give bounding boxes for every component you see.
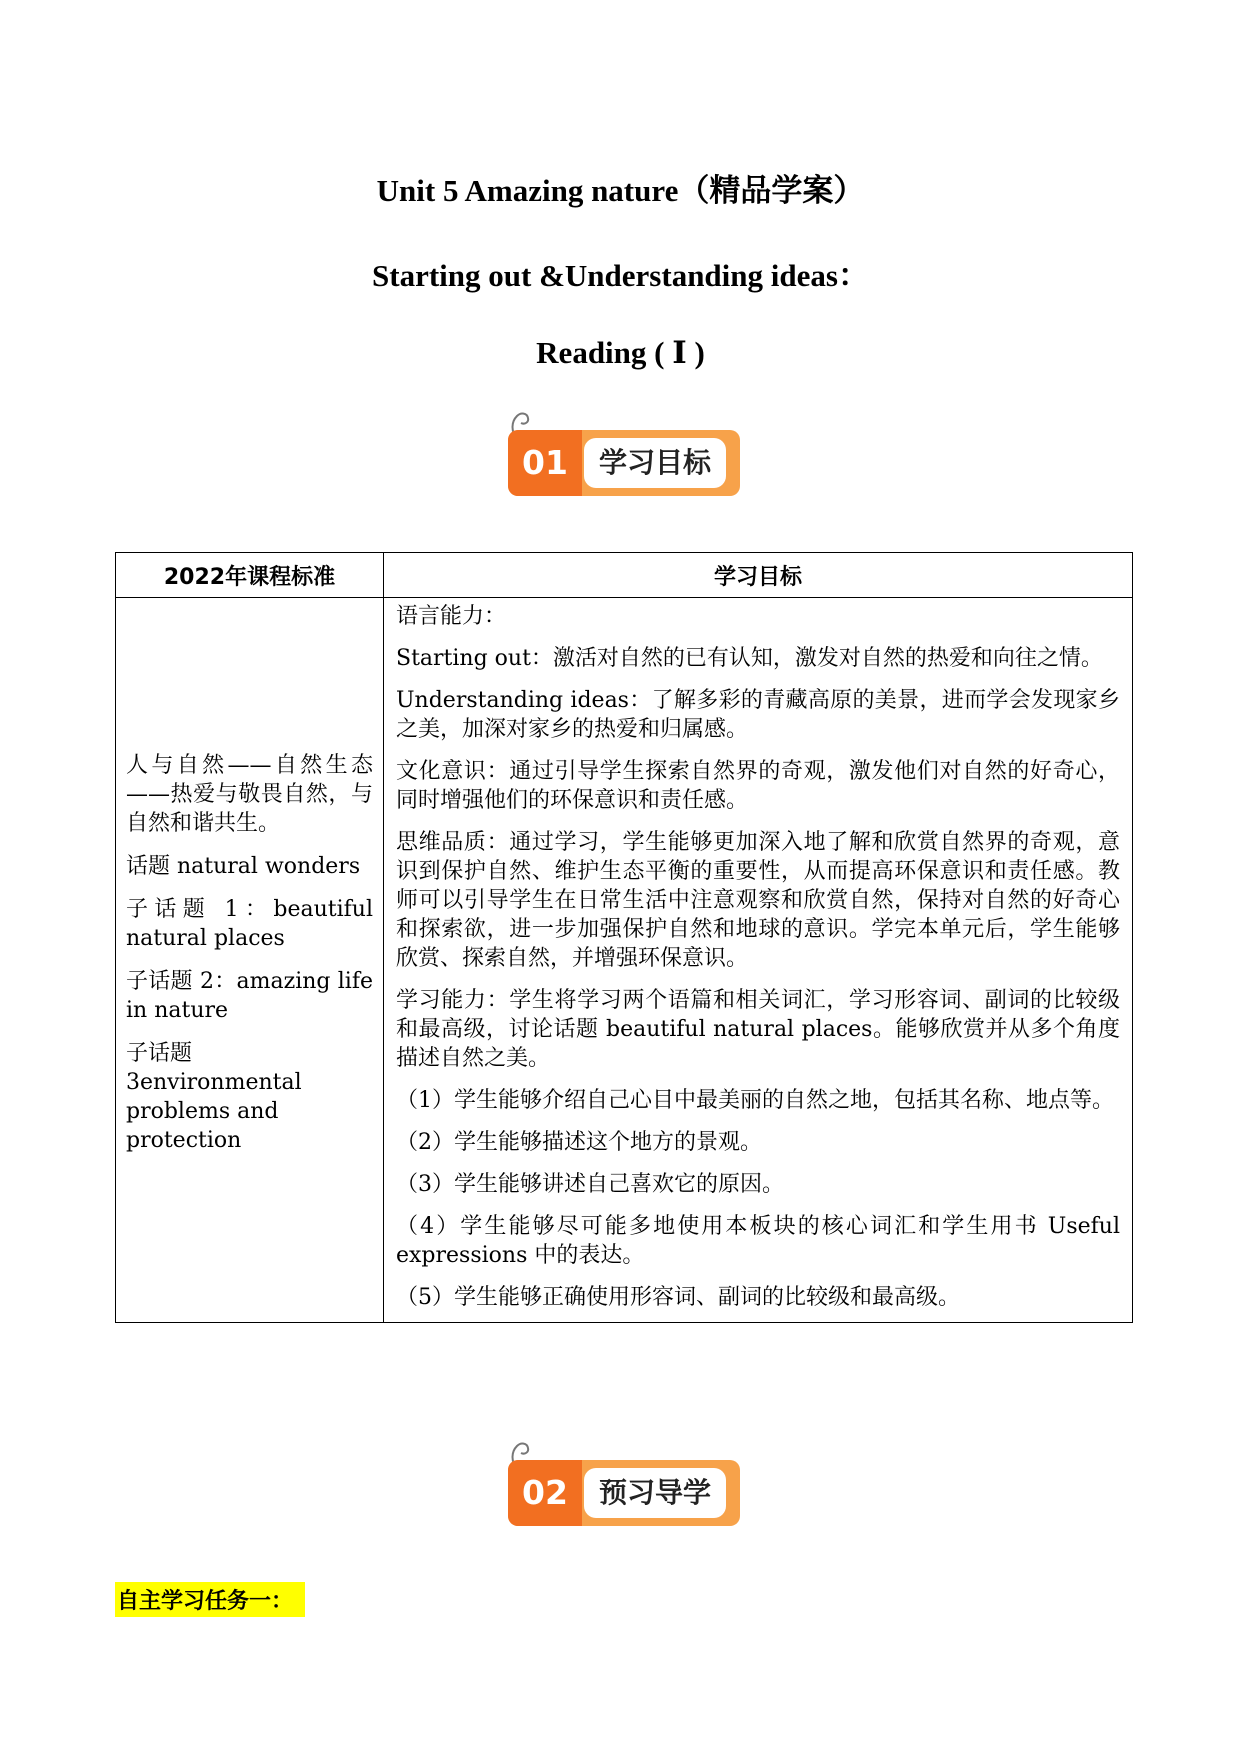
- goal-item-4: （4）学生能够尽可能多地使用本板块的核心词汇和学生用书 Useful expressions 中的表达。: [396, 1214, 1120, 1268]
- goals-cell: [384, 598, 1133, 1323]
- goal-understanding-ideas: Understanding ideas：了解多彩的青藏高原的美景，进而学会发现家乡之美，加深对家乡的热爱和归属感。: [396, 688, 1120, 742]
- goal-item-5: （5）学生能够正确使用形容词、副词的比较级和最高级。: [396, 1285, 960, 1310]
- goal-item-3: （3）学生能够讲述自己喜欢它的原因。: [396, 1172, 784, 1197]
- document-title: Unit 5 Amazing nature（精品学案）: [376, 173, 865, 208]
- goal-starting-out: Starting out：激活对自然的已有认知，激发对自然的热爱和向往之情。: [396, 646, 1103, 671]
- goal-culture: 文化意识：通过引导学生探索自然界的奇观，激发他们对自然的好奇心，同时增强他们的环保意识和责任感。: [396, 759, 1120, 813]
- header-standard: 2022年课程标准: [116, 553, 384, 598]
- goal-learning: 学习能力：学生将学习两个语篇和相关词汇，学习形容词、副词的比较级和最高级，讨论话题 beautiful natural places。能够欣赏并从多个角度描述自然之美。: [396, 988, 1120, 1071]
- standard-subtopic-1: 子话题 1：beautiful natural places: [126, 897, 373, 951]
- goals-table: [115, 552, 1133, 1323]
- standard-theme: 人与自然——自然生态——热爱与敬畏自然，与自然和谐共生。: [126, 753, 373, 836]
- standard-topic: 话题 natural wonders: [126, 854, 361, 879]
- section-title: Reading ( Ⅰ ): [536, 335, 705, 370]
- section-badge-goals: [500, 410, 750, 500]
- standard-subtopic-2: 子话题 2：amazing life in nature: [126, 969, 373, 1023]
- table-header-row: [116, 553, 1133, 598]
- document-subtitle: Starting out &Understanding ideas：: [372, 258, 869, 293]
- badge-label: 学习目标: [584, 438, 726, 488]
- goal-language-heading: 语言能力：: [396, 604, 507, 629]
- standard-cell: [116, 598, 384, 1323]
- table-row: [116, 598, 1133, 1323]
- goal-thinking: 思维品质：通过学习，学生能够更加深入地了解和欣赏自然界的奇观，意识到保护自然、维护生态平衡的重要性，从而提高环保意识和责任感。教师可以引导学生在日常生活中注意观察和欣赏自然，保持对自然的好奇心和探索欲，进一步加强保护自然和地球的意识。学完本单元后，学生能够欣赏、探索自然，并增强环保意识。: [396, 830, 1120, 971]
- standard-subtopic-3: 子话题 3environmental problems and protection: [126, 1041, 302, 1153]
- header-goals: 学习目标: [384, 553, 1133, 598]
- badge-label: 预习导学: [584, 1468, 726, 1518]
- goal-item-1: （1）学生能够介绍自己心目中最美丽的自然之地，包括其名称、地点等。: [396, 1088, 1114, 1113]
- badge-number: 01: [508, 430, 582, 496]
- section-badge-preview: [500, 1440, 750, 1530]
- badge-number: 02: [508, 1460, 582, 1526]
- self-study-task-heading: 自主学习任务一：: [115, 1582, 305, 1617]
- goal-item-2: （2）学生能够描述这个地方的景观。: [396, 1130, 762, 1155]
